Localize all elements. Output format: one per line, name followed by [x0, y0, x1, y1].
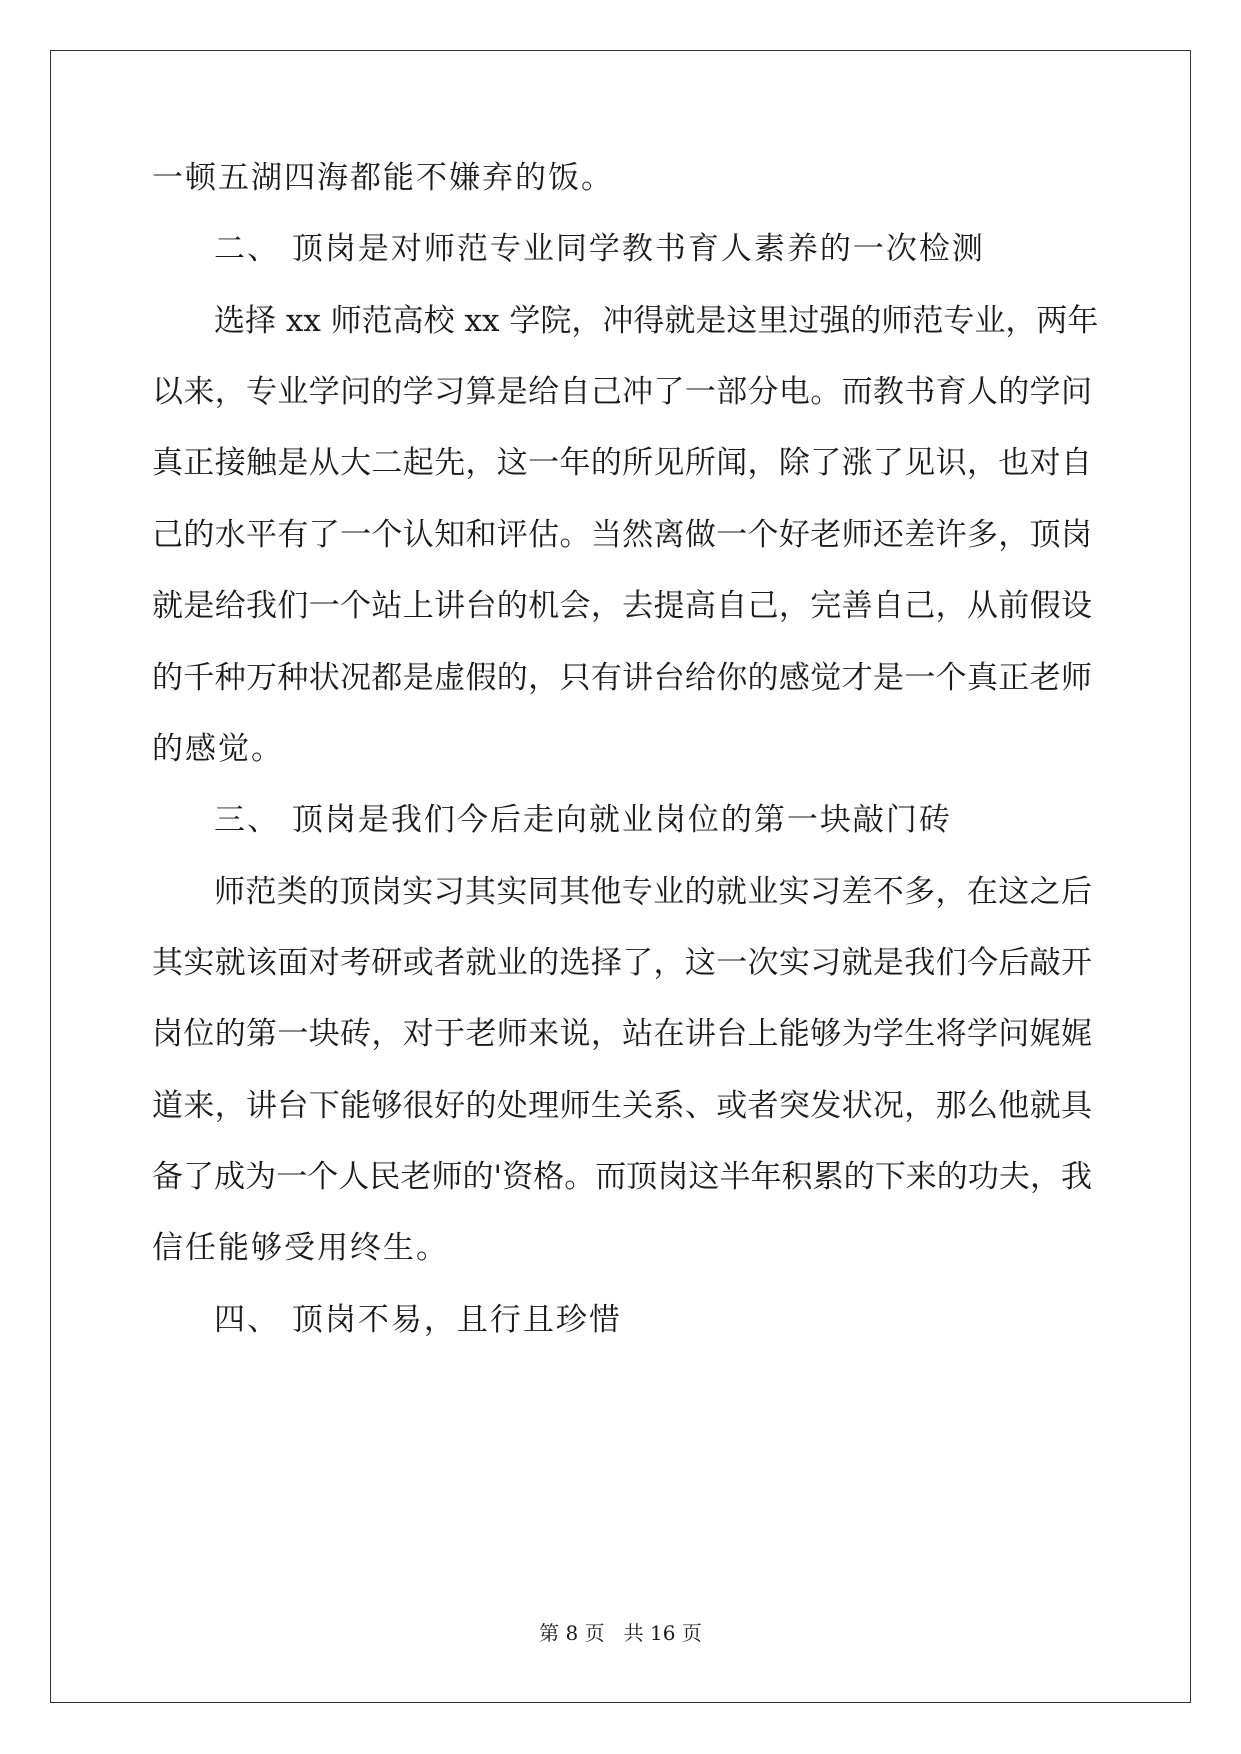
section-heading-2: 二、 顶岗是对师范专业同学教书育人素养的一次检测 [214, 231, 985, 267]
text-line: 道来，讲台下能够很好的处理师生关系、或者突发状况，那么他就具 [152, 1088, 1092, 1124]
text-line: 备了成为一个人民老师的'资格。而顶岗这半年积累的下来的功夫，我 [152, 1159, 1092, 1195]
text-line: 的千种万种状况都是虚假的，只有讲台给你的感觉才是一个真正老师 [152, 660, 1092, 696]
text-line: 师范类的顶岗实习其实同其他专业的就业实习差不多，在这之后 [214, 874, 1092, 910]
section-heading-3: 三、 顶岗是我们今后走向就业岗位的第一块敲门砖 [214, 802, 952, 838]
text-line: 其实就该面对考研或者就业的选择了，这一次实习就是我们今后敲开 [152, 945, 1092, 981]
text-line: 真正接触是从大二起先，这一年的所见所闻，除了涨了见识，也对自 [152, 445, 1092, 481]
text-line: 己的水平有了一个认知和评估。当然离做一个好老师还差许多，顶岗 [152, 517, 1092, 553]
text-line: 一顿五湖四海都能不嫌弃的饭。 [152, 160, 614, 196]
section-heading-4: 四、 顶岗不易，且行且珍惜 [214, 1302, 622, 1338]
text-line: 以来，专业学问的学习算是给自己冲了一部分电。而教书育人的学问 [152, 374, 1092, 410]
text-line: 信任能够受用终生。 [152, 1230, 449, 1266]
text-line: 选择 xx 师范高校 xx 学院，冲得就是这里过强的师范专业，两年 [214, 303, 1099, 339]
text-line: 岗位的第一块砖，对于老师来说，站在讲台上能够为学生将学问娓娓 [152, 1016, 1092, 1052]
text-line: 就是给我们一个站上讲台的机会，去提高自己，完善自己，从前假设 [152, 588, 1092, 624]
text-line: 的感觉。 [152, 731, 284, 767]
page-number-footer: 第 8 页 共 16 页 [539, 1621, 702, 1645]
